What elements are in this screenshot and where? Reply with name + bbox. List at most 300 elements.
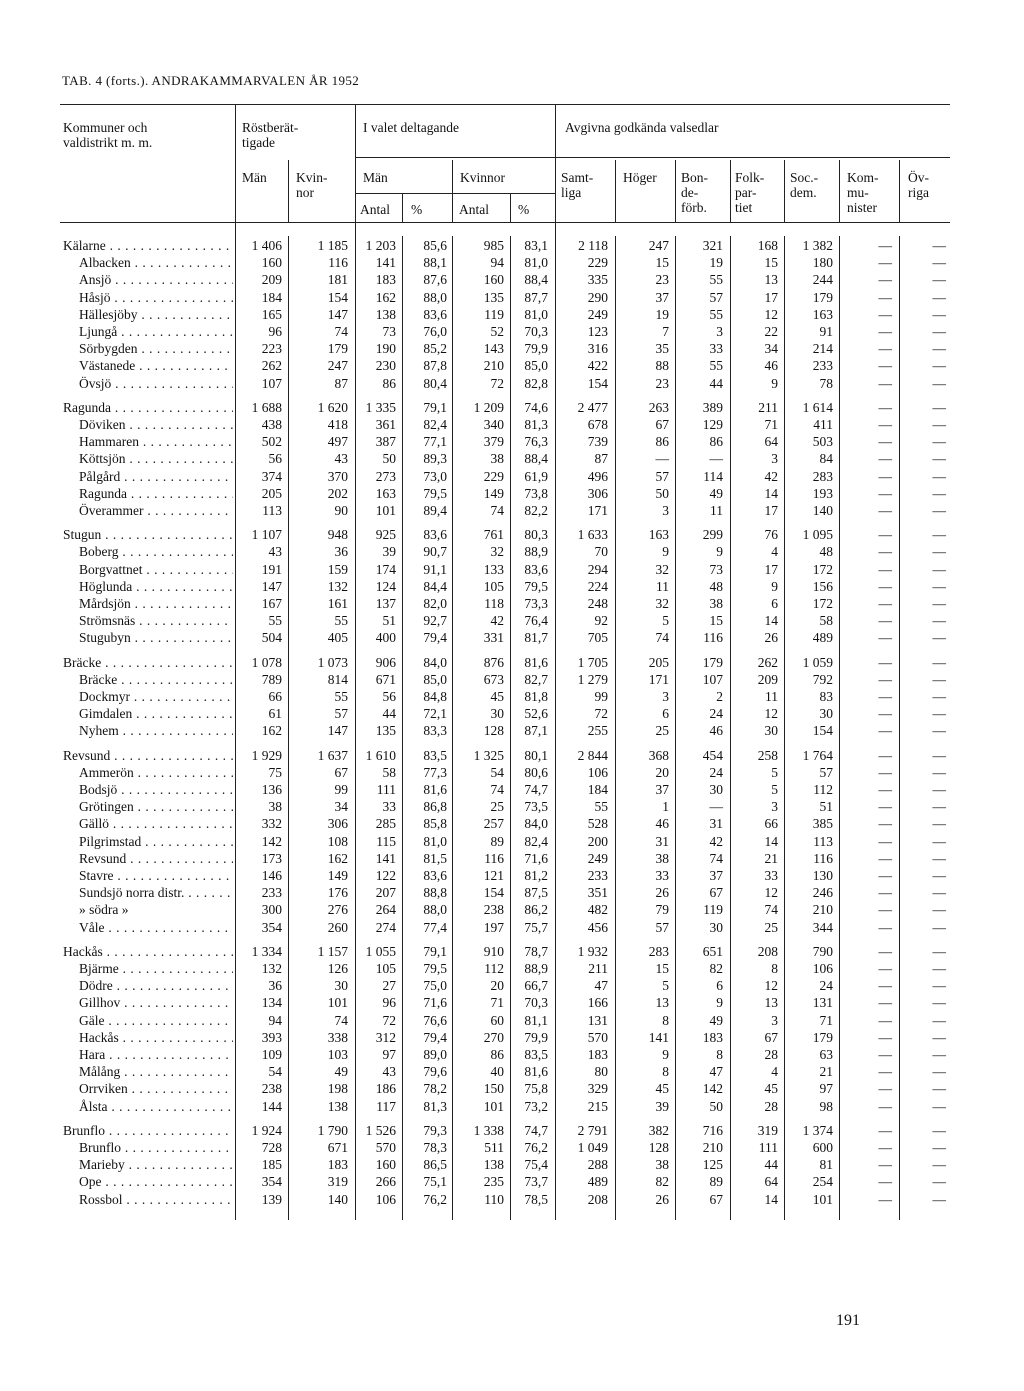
row-name: Stugun . . . <box>63 526 233 543</box>
row-value: 405 <box>327 630 348 646</box>
row-value: 249 <box>587 850 608 866</box>
row-value: 80,6 <box>524 764 548 780</box>
row-value: 248 <box>587 596 608 611</box>
row-value: 51 <box>819 799 833 815</box>
row-value: 76,6 <box>423 1012 447 1028</box>
row-name: Bräcke . . . <box>79 671 233 688</box>
row-value: 132 <box>261 961 282 976</box>
row-value: 135 <box>483 289 504 305</box>
row-value: 82,0 <box>423 596 447 611</box>
row-value: — <box>932 764 946 780</box>
row-value: 354 <box>261 919 282 935</box>
row-value: 84 <box>819 451 833 467</box>
row-value: 96 <box>382 995 396 1011</box>
row-value: 15 <box>655 255 669 271</box>
row-value: 79,1 <box>423 399 447 415</box>
row-value: — <box>932 596 946 611</box>
row-value: 235 <box>483 1174 504 1190</box>
row-value: — <box>878 1174 892 1190</box>
row-value: 81,0 <box>524 255 548 271</box>
row-value: — <box>932 289 946 305</box>
row-name: Borgvattnet . . . <box>79 561 233 578</box>
row-value: 150 <box>483 1081 504 1097</box>
row-value: 33 <box>709 341 723 357</box>
row-value: 179 <box>702 654 723 670</box>
row-value: 30 <box>709 919 723 935</box>
row-value: — <box>878 782 892 797</box>
row-name: Ope . . . <box>79 1173 233 1190</box>
row-value: 72 <box>594 706 608 722</box>
row-name: Övsjö . . . <box>79 375 233 392</box>
row-value: 1 610 <box>365 747 396 763</box>
row-value: 306 <box>327 816 348 832</box>
row-value: 274 <box>375 919 396 935</box>
row-value: 74 <box>334 1012 348 1028</box>
row-name: Ammerön . . . <box>79 764 233 781</box>
header-rule-3 <box>355 193 555 194</box>
row-value: 1 055 <box>365 943 396 959</box>
row-value: — <box>932 833 946 849</box>
row-value: 106 <box>375 1191 396 1207</box>
row-value: 101 <box>375 503 396 518</box>
row-value: — <box>932 1140 946 1155</box>
row-value: 74,6 <box>524 399 548 415</box>
row-value: 20 <box>655 764 669 780</box>
row-value: 142 <box>702 1081 723 1097</box>
row-value: 260 <box>327 919 348 935</box>
row-value: 88,9 <box>524 544 548 560</box>
row-value: 138 <box>375 306 396 322</box>
row-value: 66,7 <box>524 978 548 994</box>
row-value: 75,7 <box>524 919 548 935</box>
row-value: 23 <box>655 272 669 288</box>
row-value: 83 <box>819 689 833 704</box>
row-value: 179 <box>327 341 348 357</box>
row-value: 87,1 <box>524 723 548 739</box>
column-rule <box>510 193 511 222</box>
row-value: — <box>878 358 892 374</box>
row-value: 73,3 <box>524 596 548 611</box>
row-value: — <box>932 255 946 271</box>
row-value: 25 <box>764 919 778 935</box>
row-value: 84,0 <box>423 654 447 670</box>
row-value: 55 <box>334 689 348 704</box>
row-value: 205 <box>261 485 282 501</box>
row-value: — <box>878 833 892 849</box>
row-value: — <box>932 358 946 374</box>
row-value: 312 <box>375 1029 396 1045</box>
row-value: — <box>932 341 946 357</box>
row-value: 126 <box>327 961 348 976</box>
row-value: 154 <box>587 375 608 391</box>
row-value: 113 <box>262 503 282 518</box>
row-value: 82,7 <box>524 671 548 687</box>
row-value: 86,2 <box>524 902 548 918</box>
row-value: 128 <box>648 1140 669 1155</box>
row-value: 1 <box>662 799 669 815</box>
row-value: 454 <box>702 747 723 763</box>
row-value: — <box>878 238 892 253</box>
row-value: 678 <box>587 417 608 432</box>
row-value: — <box>878 1157 892 1173</box>
row-value: 6 <box>662 706 669 722</box>
row-value: 60 <box>490 1012 504 1028</box>
row-value: 389 <box>702 399 723 415</box>
column-rule <box>288 160 289 222</box>
row-value: 116 <box>328 255 348 271</box>
row-value: — <box>878 995 892 1011</box>
row-value: 171 <box>648 671 669 687</box>
row-value: 456 <box>587 919 608 935</box>
row-value: — <box>878 816 892 832</box>
row-value: — <box>878 289 892 305</box>
row-value: 32 <box>655 596 669 611</box>
row-value: 105 <box>375 961 396 976</box>
row-value: 671 <box>375 671 396 687</box>
row-value: 42 <box>709 833 723 849</box>
row-value: 26 <box>655 885 669 901</box>
row-value: 197 <box>483 919 504 935</box>
row-value: 9 <box>771 578 778 594</box>
row-value: 528 <box>587 816 608 832</box>
row-value: — <box>932 747 946 763</box>
row-value: — <box>878 630 892 646</box>
row-value: 47 <box>594 978 608 994</box>
row-value: 160 <box>261 255 282 271</box>
row-value: 716 <box>702 1122 723 1138</box>
row-value: 1 406 <box>251 238 282 253</box>
row-value: 57 <box>655 468 669 484</box>
row-value: 156 <box>812 578 833 594</box>
row-name: Höglunda . . . <box>79 578 233 595</box>
row-name: Marieby . . . <box>79 1156 233 1173</box>
row-value: 24 <box>819 978 833 994</box>
row-value: 247 <box>648 238 669 253</box>
row-value: 319 <box>757 1122 778 1138</box>
row-value: 87 <box>594 451 608 467</box>
row-value: 319 <box>327 1174 348 1190</box>
row-value: 55 <box>709 358 723 374</box>
row-value: 79,5 <box>423 485 447 501</box>
row-value: 138 <box>483 1157 504 1173</box>
row-value: 84,8 <box>423 689 447 704</box>
row-value: 12 <box>764 706 778 722</box>
row-value: 74 <box>490 782 504 797</box>
row-value: — <box>932 1098 946 1114</box>
row-name: Nyhem . . . <box>79 722 233 739</box>
row-value: 1 924 <box>251 1122 282 1138</box>
row-value: 75,1 <box>423 1174 447 1190</box>
row-value: — <box>878 451 892 467</box>
row-value: 1 688 <box>251 399 282 415</box>
row-value: — <box>878 919 892 935</box>
row-value: 387 <box>375 434 396 450</box>
row-name: Målång . . . <box>79 1063 233 1080</box>
row-value: 482 <box>587 902 608 918</box>
header-kvinnor-d: Kvinnor <box>460 170 505 185</box>
row-name: Pilgrimstad . . . <box>79 833 233 850</box>
row-value: 77,3 <box>423 764 447 780</box>
row-value: 42 <box>764 468 778 484</box>
row-value: 48 <box>709 578 723 594</box>
row-value: 117 <box>376 1098 396 1114</box>
row-value: 86 <box>709 434 723 450</box>
row-value: 1 107 <box>251 527 282 543</box>
row-value: 1 932 <box>577 943 608 959</box>
row-value: — <box>932 613 946 629</box>
row-value: 160 <box>483 272 504 288</box>
row-value: 186 <box>375 1081 396 1097</box>
row-value: 814 <box>327 671 348 687</box>
row-value: 49 <box>709 1012 723 1028</box>
row-value: 238 <box>261 1081 282 1097</box>
row-value: — <box>878 1098 892 1114</box>
row-value: — <box>878 1081 892 1097</box>
header-hoger: Höger <box>623 170 657 185</box>
row-value: — <box>932 468 946 484</box>
row-value: 19 <box>655 306 669 322</box>
row-value: 55 <box>334 613 348 629</box>
column-rule <box>615 160 616 222</box>
row-value: 1 059 <box>802 654 833 670</box>
row-value: 211 <box>588 961 608 976</box>
row-name: Hara . . . <box>79 1046 233 1063</box>
row-value: 88,9 <box>524 961 548 976</box>
row-value: — <box>709 799 723 815</box>
row-value: 67 <box>709 1191 723 1207</box>
row-value: 86 <box>490 1047 504 1062</box>
row-value: 1 614 <box>802 399 833 415</box>
row-value: 1 185 <box>317 238 348 253</box>
row-value: 208 <box>587 1191 608 1207</box>
row-name: Stavre . . . <box>79 867 233 884</box>
row-value: — <box>878 399 892 415</box>
row-value: 82,4 <box>423 417 447 432</box>
row-value: 202 <box>327 485 348 501</box>
row-value: — <box>878 1191 892 1207</box>
row-value: 71,6 <box>423 995 447 1011</box>
row-value: 79,9 <box>524 341 548 357</box>
row-value: 210 <box>812 902 833 918</box>
row-value: 45 <box>764 1081 778 1097</box>
row-value: 210 <box>483 358 504 374</box>
row-value: 124 <box>375 578 396 594</box>
row-value: — <box>878 764 892 780</box>
row-value: 64 <box>764 434 778 450</box>
row-value: 34 <box>764 341 778 357</box>
row-value: 138 <box>327 1098 348 1114</box>
row-value: — <box>878 1140 892 1155</box>
row-name: Ragunda . . . <box>79 485 233 502</box>
row-value: 503 <box>812 434 833 450</box>
row-value: 30 <box>709 782 723 797</box>
row-value: — <box>932 324 946 339</box>
row-value: 283 <box>812 468 833 484</box>
row-value: 276 <box>327 902 348 918</box>
row-value: 83,6 <box>423 868 447 883</box>
row-value: 86,5 <box>423 1157 447 1173</box>
row-value: — <box>932 630 946 646</box>
row-value: 85,0 <box>423 671 447 687</box>
header-socdem: Soc.- dem. <box>790 170 819 200</box>
row-value: 87,5 <box>524 885 548 901</box>
row-value: 705 <box>587 630 608 646</box>
row-value: 3 <box>771 451 778 467</box>
row-value: 36 <box>334 544 348 560</box>
row-value: 180 <box>812 255 833 271</box>
table-title: TAB. 4 (forts.). ANDRAKAMMARVALEN ÅR 1952 <box>62 73 360 88</box>
row-value: — <box>878 868 892 883</box>
row-value: 200 <box>587 833 608 849</box>
row-value: 79,5 <box>423 961 447 976</box>
row-value: 79,1 <box>423 943 447 959</box>
row-value: 792 <box>812 671 833 687</box>
header-rostberattigade: Röstberät- tigade <box>242 120 299 150</box>
row-name: Gäle . . . <box>79 1012 233 1029</box>
row-value: 37 <box>709 868 723 883</box>
row-value: 84,0 <box>524 816 548 832</box>
row-value: 78,3 <box>423 1140 447 1155</box>
row-value: 209 <box>757 671 778 687</box>
row-value: 71 <box>490 995 504 1011</box>
row-value: 511 <box>484 1140 504 1155</box>
header-kvinnor-rb: Kvin- nor <box>296 170 328 200</box>
row-value: 131 <box>587 1012 608 1028</box>
row-value: 28 <box>764 1098 778 1114</box>
row-value: 99 <box>594 689 608 704</box>
row-value: 1 335 <box>365 399 396 415</box>
row-value: 11 <box>710 503 723 518</box>
row-value: 85,2 <box>423 341 447 357</box>
row-value: — <box>878 561 892 577</box>
row-value: 906 <box>375 654 396 670</box>
row-value: — <box>878 324 892 339</box>
row-value: 22 <box>764 324 778 339</box>
row-value: 28 <box>764 1047 778 1062</box>
row-value: — <box>932 782 946 797</box>
row-value: — <box>932 799 946 815</box>
row-value: 146 <box>261 868 282 883</box>
row-value: 789 <box>261 671 282 687</box>
row-value: 44 <box>709 375 723 391</box>
row-value: 82 <box>655 1174 669 1190</box>
column-rule <box>784 160 785 222</box>
row-value: 43 <box>334 451 348 467</box>
row-value: 191 <box>261 561 282 577</box>
row-value: 33 <box>382 799 396 815</box>
row-name: Gimdalen . . . <box>79 705 233 722</box>
row-value: — <box>932 306 946 322</box>
row-value: 270 <box>483 1029 504 1045</box>
row-value: 9 <box>771 375 778 391</box>
row-value: 299 <box>702 527 723 543</box>
row-value: 141 <box>648 1029 669 1045</box>
row-value: 13 <box>764 995 778 1011</box>
row-value: 50 <box>382 451 396 467</box>
row-value: 198 <box>327 1081 348 1097</box>
row-value: 31 <box>709 816 723 832</box>
row-value: 24 <box>709 764 723 780</box>
row-value: 74 <box>334 324 348 339</box>
row-value: 91,1 <box>423 561 447 577</box>
header-avgivna: Avgivna godkända valsedlar <box>565 120 719 135</box>
row-value: 97 <box>819 1081 833 1097</box>
row-value: — <box>932 451 946 467</box>
election-table <box>60 0 950 1391</box>
row-value: 489 <box>812 630 833 646</box>
row-value: 108 <box>327 833 348 849</box>
row-name: Västanede . . . <box>79 357 233 374</box>
row-name: Brunflo . . . <box>79 1139 233 1156</box>
row-value: 43 <box>268 544 282 560</box>
row-value: 400 <box>375 630 396 646</box>
row-value: 81,6 <box>423 782 447 797</box>
row-value: 361 <box>375 417 396 432</box>
row-value: 72,1 <box>423 706 447 722</box>
row-value: 25 <box>655 723 669 739</box>
row-value: 209 <box>261 272 282 288</box>
row-value: 208 <box>757 943 778 959</box>
row-value: 17 <box>764 503 778 518</box>
row-value: 1 203 <box>365 238 396 253</box>
row-name: Kälarne . . . <box>63 237 233 254</box>
row-name: Ålsta . . . <box>79 1098 233 1115</box>
row-value: 49 <box>334 1064 348 1080</box>
row-value: 99 <box>334 782 348 797</box>
row-value: 75,8 <box>524 1081 548 1097</box>
row-value: 112 <box>484 961 504 976</box>
row-value: 106 <box>587 764 608 780</box>
column-rule <box>288 236 289 1220</box>
row-value: 81,6 <box>524 654 548 670</box>
row-value: 233 <box>261 885 282 901</box>
row-value: — <box>878 1047 892 1062</box>
row-value: — <box>932 816 946 832</box>
row-name: Revsund . . . <box>79 850 233 867</box>
row-value: 14 <box>764 833 778 849</box>
row-value: 79 <box>655 902 669 918</box>
row-value: 135 <box>375 723 396 739</box>
row-value: 13 <box>764 272 778 288</box>
row-value: 1 073 <box>317 654 348 670</box>
row-value: 2 844 <box>577 747 608 763</box>
row-value: 107 <box>261 375 282 391</box>
row-value: 134 <box>261 995 282 1011</box>
row-value: 161 <box>327 596 348 611</box>
row-value: 31 <box>655 833 669 849</box>
row-value: 90 <box>334 503 348 518</box>
row-value: 70,3 <box>524 995 548 1011</box>
row-value: — <box>878 1012 892 1028</box>
row-value: — <box>878 961 892 976</box>
row-value: 114 <box>703 468 723 484</box>
row-value: 83,5 <box>524 1047 548 1062</box>
row-value: 72 <box>490 375 504 391</box>
row-name: Bodsjö . . . <box>79 781 233 798</box>
row-value: 1 078 <box>251 654 282 670</box>
row-value: 147 <box>261 578 282 594</box>
row-value: 74,7 <box>524 782 548 797</box>
row-value: 183 <box>327 1157 348 1173</box>
row-value: 183 <box>587 1047 608 1062</box>
row-value: 37 <box>655 289 669 305</box>
row-value: 119 <box>703 902 723 918</box>
row-value: 133 <box>483 561 504 577</box>
header-top-rule <box>60 104 950 105</box>
row-value: 12 <box>764 306 778 322</box>
row-value: — <box>878 596 892 611</box>
row-value: 233 <box>587 868 608 883</box>
